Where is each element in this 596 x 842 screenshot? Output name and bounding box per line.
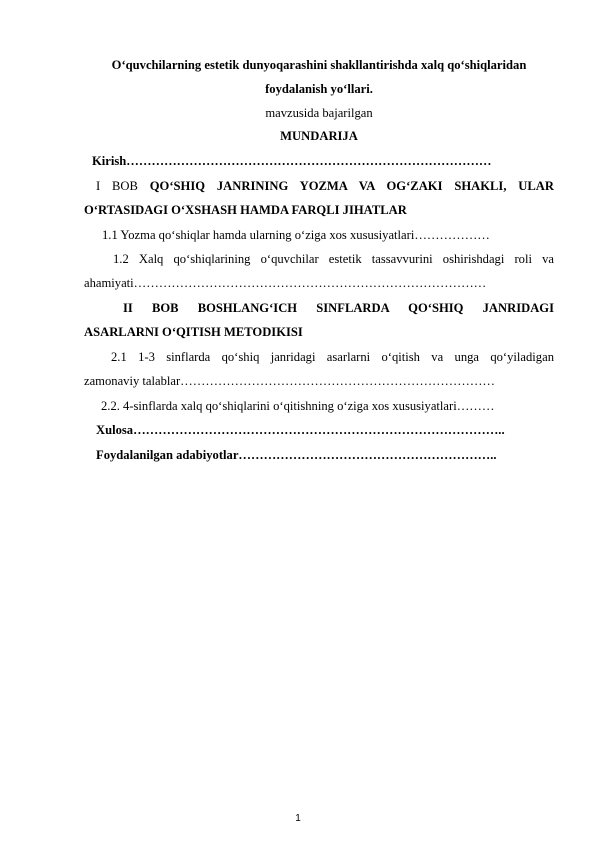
toc-chapter1-title: QO‘SHIQ JANRINING YOZMA VA OG‘ZAKI SHAKLI, ULAR — [149, 179, 554, 193]
toc-section-1-1: 1.1 Yozma qo‘shiqlar hamda ularning o‘ziga xos xususiyatlari……………… — [102, 228, 490, 242]
toc-conclusion: Xulosa…………………………………………………………………………….. — [96, 423, 505, 437]
toc-section-1-2-line2: ahamiyati………………………………………………………………………… — [84, 276, 487, 290]
toc-section-2-2: 2.2. 4-sinflarda xalq qo‘shiqlarini o‘qitishning o‘ziga xos xususiyatlari……… — [101, 399, 495, 413]
page-number: 1 — [295, 813, 301, 824]
subtitle: mavzusida bajarilgan — [265, 106, 373, 120]
contents-heading: MUNDARIJA — [280, 129, 358, 143]
toc-section-1-2-line1: 1.2 Xalq qo‘shiqlarining o‘quvchilar estetik tassavvurini oshirishdagi roli va — [113, 252, 554, 266]
title-line-2: foydalanish yo‘llari. — [265, 82, 373, 96]
toc-chapter2-line1: II BOB BOSHLANG‘ICH SINFLARDA QO‘SHIQ JANRIDAGI — [123, 301, 554, 315]
toc-chapter1-prefix: I BOB — [96, 179, 150, 193]
title-line-1: O‘quvchilarning estetik dunyoqarashini shakllantirishda xalq qo‘shiqlaridan — [111, 58, 527, 72]
toc-chapter1-line2: O‘RTASIDAGI O‘XSHASH HAMDA FARQLI JIHATLAR — [84, 203, 407, 217]
toc-references: Foydalanilgan adabiyotlar…………………………………………………….. — [96, 448, 497, 462]
toc-section-2-1-line2: zamonaviy talablar………………………………………………………………… — [84, 374, 496, 388]
toc-section-2-1-line1: 2.1 1-3 sinflarda qo‘shiq janridagi asarlarni o‘qitish va unga qo‘yiladigan — [111, 350, 554, 364]
toc-chapter1-line1 — [96, 178, 554, 194]
toc-chapter2-line2: ASARLARNI O‘QITISH METODIKISI — [84, 325, 303, 339]
toc-intro: Kirish…………………………………………………………………………… — [92, 154, 492, 168]
